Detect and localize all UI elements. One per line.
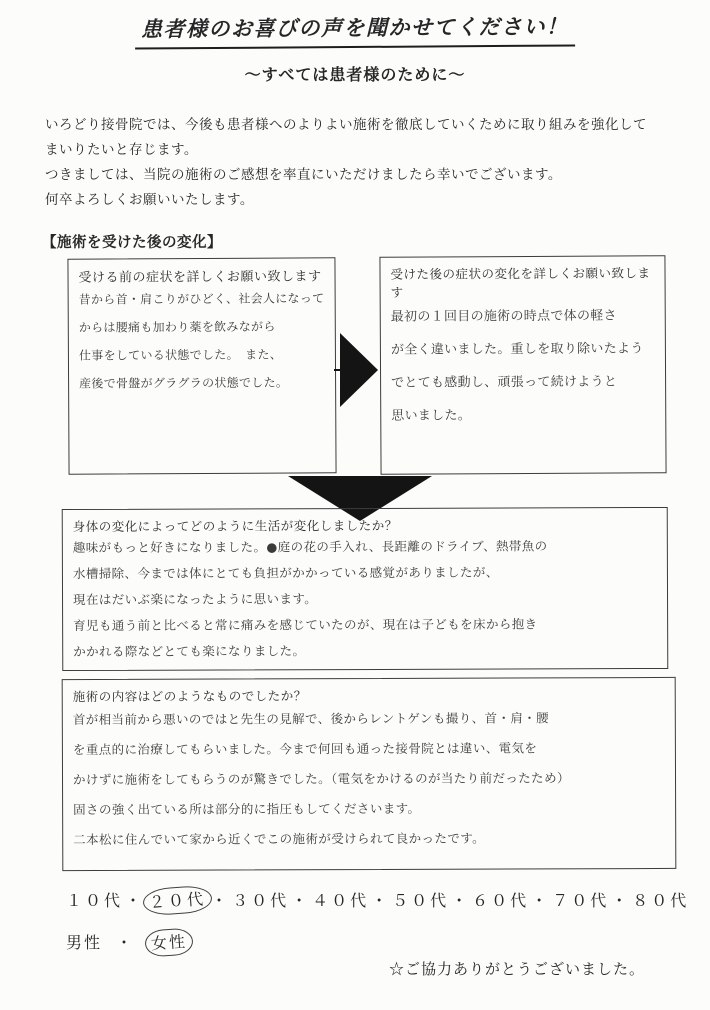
separator-dot: ・ (611, 893, 631, 910)
handwritten-line: 二本松に住んでいて家から近くでこの施術が受けられて良かったです。 (73, 830, 486, 848)
age-option-30s: ３０代 (232, 893, 290, 910)
handwritten-line: が全く違いました。重しを取り除いたよう (390, 341, 644, 358)
age-selected-circle (142, 885, 213, 917)
symptoms-after-box (379, 255, 666, 474)
handwritten-line: 育児も通う前と比べると常に痛みを感じていたのが、現在は子どもを床から抱き (73, 616, 538, 634)
age-options-row (66, 888, 690, 912)
handwritten-line: かかれる際などとても楽になりました。 (73, 643, 306, 660)
handwritten-line: でとても感動し、頑張って続けようと (391, 374, 618, 391)
page-subtitle: ～すべては患者様のために～ (244, 67, 466, 84)
life-change-heading: 身体の変化によってどのように生活が変化しましたか？ (72, 518, 398, 535)
gender-options-row (66, 930, 466, 954)
treatment-content-box (62, 677, 677, 871)
handwritten-line: 固さの強く出ている所は部分的に指圧もしてくださいます。 (73, 800, 421, 818)
age-option-60s: ６０代 (472, 893, 530, 910)
separator-dot: ・ (211, 893, 231, 910)
age-option-70s: ７０代 (552, 893, 610, 910)
treatment-content-heading: 施術の内容はどのようなものでしたか？ (72, 689, 307, 705)
age-option-40s: ４０代 (312, 893, 370, 910)
symptoms-after-handwriting (391, 299, 656, 432)
gender-option-male: 男性 (66, 935, 103, 952)
intro-line: まいりたいと存じます。 (45, 142, 198, 157)
separator-dot: ・ (125, 893, 145, 910)
symptoms-before-heading: 受ける前の症状を詳しくお願い致します (78, 268, 322, 285)
separator-dot: ・ (291, 893, 311, 910)
separator-dot: ・ (371, 893, 391, 910)
age-option-20s: ２０代 (148, 891, 207, 912)
page-title: 患者様のお喜びの声を聞かせてください！ (135, 10, 575, 49)
handwritten-line: を重点的に治療してもらいました。今まで何回も通った接骨院とは違い、電気を (72, 740, 538, 758)
handwritten-line: 思いました。 (391, 408, 472, 424)
intro-paragraph (45, 112, 677, 212)
gender-option-female: 女性 (150, 933, 188, 954)
life-change-handwriting (73, 533, 657, 665)
separator-dot: ・ (451, 893, 471, 910)
symptoms-after-heading: 受けた後の症状の変化を詳しくお願い致します (390, 266, 651, 300)
handwritten-line: からは腰痛も加わり薬を飲みながら (78, 319, 276, 335)
right-arrow-icon (340, 333, 378, 407)
age-option-80s: ８０代 (632, 893, 690, 910)
symptoms-before-handwriting (79, 284, 326, 397)
thanks-note: ☆ご協力ありがとうございました。 (388, 962, 645, 978)
handwritten-line: 首が相当前から悪いのではと先生の見解で、後からレントゲンも撮り、首・肩・腰 (72, 710, 550, 728)
age-option-10s: １０代 (66, 893, 124, 910)
handwritten-line: かけずに施術をしてもらうのが驚きでした。（電気をかけるのが当たり前だったため） (72, 770, 570, 788)
handwritten-line: 現在はだいぶ楽になったように思います。 (73, 591, 318, 608)
intro-line: いろどり接骨院では、今後も患者様へのよりよい施術を徹底していくために取り組みを強化して (45, 117, 647, 132)
section-title: 【施術を受けた後の変化】 (42, 235, 222, 251)
handwritten-line: 昔から首・肩こりがひどく、社会人になって (78, 291, 325, 307)
treatment-content-handwriting (73, 703, 666, 855)
handwritten-line: 産後で骨盤がグラグラの状態でした。 (79, 375, 289, 391)
handwritten-line: 趣味がもっと好きになりました。●庭の花の手入れ、長距離のドライブ、熱帯魚の (72, 538, 548, 556)
symptoms-before-box (67, 257, 336, 474)
handwritten-line: 仕事をしている状態でした。 また、 (78, 347, 283, 363)
gender-selected-circle (144, 927, 194, 957)
life-change-box (62, 507, 669, 671)
handwritten-line: 水槽掃除、今までは体にとても負担がかかっている感覚がありましたが、 (72, 564, 499, 582)
separator-dot: ・ (116, 935, 135, 952)
intro-line: 何卒よろしくお願いいたします。 (45, 192, 254, 207)
separator-dot: ・ (531, 893, 551, 910)
intro-line: つきましては、当院の施術のご感想を率直にいただけましたら幸いでございます。 (45, 167, 562, 182)
age-option-50s: ５０代 (392, 893, 450, 910)
handwritten-line: 最初の１回目の施術の時点で体の軽さ (390, 308, 617, 325)
